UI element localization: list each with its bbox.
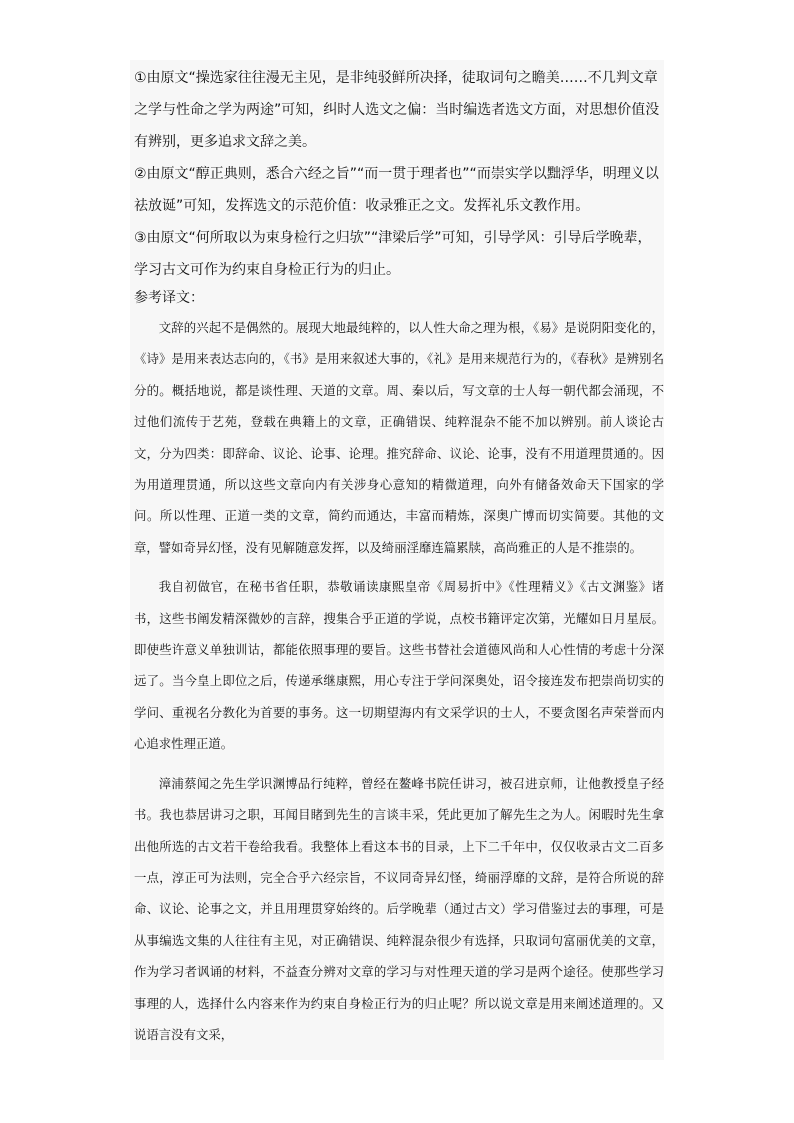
analysis-item-2: ②由原文“醇正典则，悉合六经之旨”“而一贯于理者也”“而崇实学以黜浮华，明理义以祛放诞”可知，发挥选文的示范价值：收录雅正之文。发挥礼乐文教作用。 bbox=[134, 166, 659, 214]
translation-paragraph-3: 漳浦蔡闻之先生学识渊博品行纯粹，曾经在鳌峰书院任讲习，被召进京师，让他教授皇子经书。我也恭居讲习之职，耳闻目睹到先生的言谈丰采，凭此更加了解先生之为人。闲暇时先生拿出他所选的古文若干卷给我看。我整体上看这本书的目录，上下二千年中，仅仅收录古文二百多一点，淳正可为法则，完全合乎六经宗旨，不议同奇异幻怪，绮丽浮靡的文辞，是符合所说的辞命、议论、论事之文，并且用理贯穿始终的。后学晚辈（通过古文）学习借鉴过去的事理，可是从事编选文集的人往往有主见，对正确错误、纯粹混杂很少有选择，只取词句富丽优美的文章，作为学习者讽诵的材料，不益查分辨对文章的学习与对性理天道的学习是两个途径。使那些学习事理的人，选择什么内容来作为约束自身检正行为的归止呢？所以说文章是用来阐述道理的。又说语言没有文采， bbox=[134, 775, 664, 1042]
translation-paragraph-1: 文辞的兴起不是偶然的。展现大地最纯粹的，以人性大命之理为根，《易》是说阴阳变化的，《诗》是用来表达志向的，《书》是用来叙述大事的，《礼》是用来规范行为的，《春秋》是辨别名分的。概括地说，都是谈性理、天道的文章。周、秦以后，写文章的士人每一朝代都会涌现，不过他们流传于艺苑，登载在典籍上的文章，正确错误、纯粹混杂不能不加以辨别。前人谈论古文，分为四类：即辞命、议论、论事、论理。推究辞命、议论、论事，没有不用道理贯通的。因为用道理贯通，所以这些文章向内有关涉身心意知的精微道理，向外有储备效命天下国家的学问。所以性理、正道一类的文章，简约而通达，丰富而精炼，深奥广博而切实简要。其他的文章，譬如奇异幻怪，没有见解随意发挥，以及绮丽淫靡连篇累牍，高尚雅正的人是不推崇的。 bbox=[134, 320, 664, 555]
translation-section bbox=[134, 312, 664, 1058]
document-page bbox=[130, 60, 664, 1060]
translation-label: 参考译文： bbox=[134, 290, 204, 306]
analysis-item-3: ③由原文“何所取以为束身检行之归欤”“津梁后学”可知，引导学风：引导后学晚辈，学习古文可作为约束自身检正行为的归止。 bbox=[134, 230, 652, 278]
analysis-item-1: ①由原文“操选家往往漫无主见，是非纯驳鲜所决择，徒取词句之瞻美……不几判文章之学与性命之学为两途”可知，纠时人选文之偏：当时编选者选文方面，对思想价值没有辨别，更多追求文辞之美。 bbox=[134, 70, 660, 150]
translation-paragraph-2: 我自初做官，在秘书省任职，恭敬诵读康熙皇帝《周易折中》《性理精义》《古文渊鉴》诸书，这些书阐发精深微妙的言辞，搜集合乎正道的学说，点校书籍评定次第，光耀如日月星辰。即使些许意义单独训诂，都能依照事理的要旨。这些书替社会道德风尚和人心性情的考虑十分深远了。当今皇上即位之后，传递承继康熙，用心专注于学问深奥处，诏令接连发布把崇尚切实的学问、重视名分教化为首要的事务。这一切期望海内有文采学识的士人，不要贪图名声荣誉而内心追求性理正道。 bbox=[134, 579, 664, 752]
analysis-section bbox=[134, 62, 662, 286]
